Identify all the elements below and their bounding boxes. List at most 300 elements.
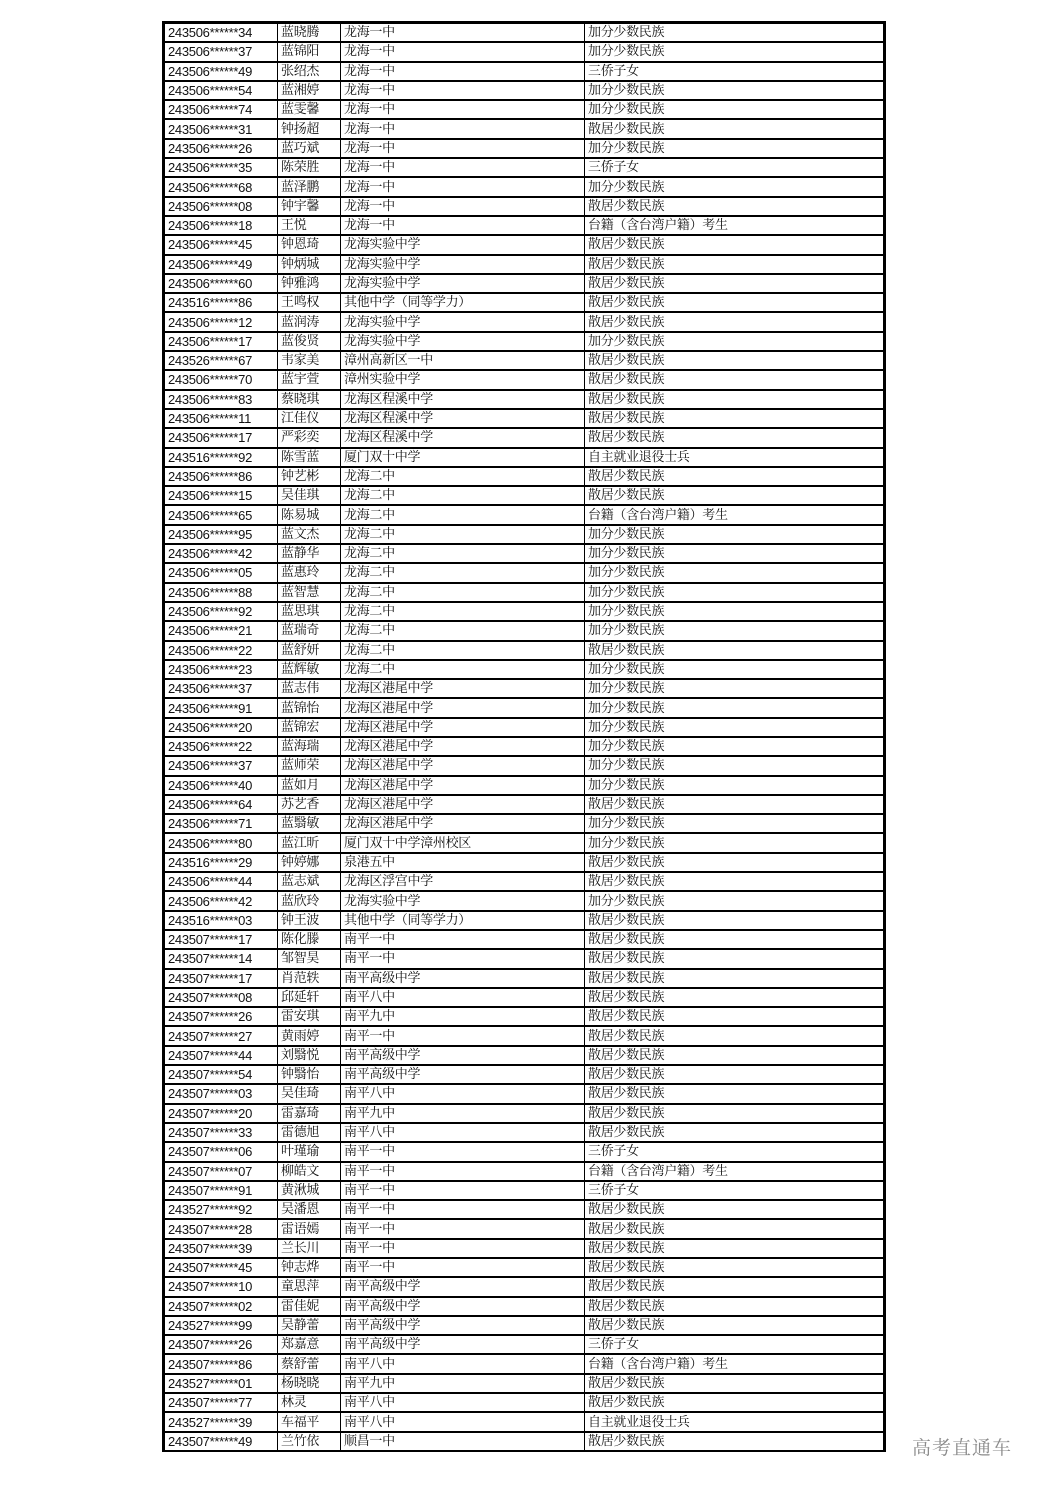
category-cell: 加分少数民族 <box>585 177 884 196</box>
name-cell: 钟婷娜 <box>278 853 341 872</box>
school-cell: 龙海二中 <box>341 467 585 486</box>
name-cell: 钟翳怡 <box>278 1065 341 1084</box>
candidate-id-cell: 243507******02 <box>165 1297 278 1316</box>
school-cell: 南平八中 <box>341 1354 585 1373</box>
candidate-id-cell: 243506******91 <box>165 698 278 717</box>
candidate-id-cell: 243506******60 <box>165 274 278 293</box>
category-cell: 散居少数民族 <box>585 641 884 660</box>
table-row <box>165 602 884 621</box>
table-row <box>165 1239 884 1258</box>
table-row <box>165 428 884 447</box>
category-cell: 加分少数民族 <box>585 621 884 640</box>
category-cell: 加分少数民族 <box>585 525 884 544</box>
table-row <box>165 641 884 660</box>
name-cell: 刘翳悦 <box>278 1046 341 1065</box>
candidate-id-cell: 243507******17 <box>165 930 278 949</box>
school-cell: 龙海实验中学 <box>341 274 585 293</box>
candidate-id-cell: 243526******67 <box>165 351 278 370</box>
table-row <box>165 448 884 467</box>
school-cell: 南平一中 <box>341 1181 585 1200</box>
name-cell: 张绍杰 <box>278 62 341 81</box>
table-row <box>165 62 884 81</box>
candidate-id-cell: 243506******37 <box>165 42 278 61</box>
table-row <box>165 1123 884 1142</box>
name-cell: 雷德旭 <box>278 1123 341 1142</box>
category-cell: 台籍（含台湾户籍）考生 <box>585 1354 884 1373</box>
candidate-id-cell: 243506******40 <box>165 776 278 795</box>
table-row <box>165 1354 884 1373</box>
name-cell: 钟志烨 <box>278 1258 341 1277</box>
category-cell: 加分少数民族 <box>585 737 884 756</box>
name-cell: 韦家美 <box>278 351 341 370</box>
school-cell: 龙海一中 <box>341 197 585 216</box>
category-cell: 加分少数民族 <box>585 756 884 775</box>
name-cell: 蓝雯馨 <box>278 100 341 119</box>
category-cell: 散居少数民族 <box>585 1104 884 1123</box>
category-cell: 散居少数民族 <box>585 988 884 1007</box>
name-cell: 蓝惠玲 <box>278 563 341 582</box>
category-cell: 散居少数民族 <box>585 930 884 949</box>
table-body <box>165 24 884 1450</box>
candidate-id-cell: 243507******26 <box>165 1007 278 1026</box>
candidate-id-cell: 243507******14 <box>165 949 278 968</box>
school-cell: 龙海区程溪中学 <box>341 428 585 447</box>
school-cell: 龙海二中 <box>341 602 585 621</box>
name-cell: 林灵 <box>278 1393 341 1412</box>
table-row <box>165 332 884 351</box>
school-cell: 龙海二中 <box>341 563 585 582</box>
candidate-id-cell: 243506******64 <box>165 795 278 814</box>
candidate-id-cell: 243507******06 <box>165 1142 278 1161</box>
name-cell: 蓝锦阳 <box>278 42 341 61</box>
school-cell: 南平八中 <box>341 1084 585 1103</box>
candidate-id-cell: 243506******74 <box>165 100 278 119</box>
name-cell: 陈化滕 <box>278 930 341 949</box>
table-row <box>165 988 884 1007</box>
candidate-id-cell: 243527******39 <box>165 1412 278 1431</box>
school-cell: 龙海一中 <box>341 62 585 81</box>
category-cell: 散居少数民族 <box>585 969 884 988</box>
candidate-id-cell: 243506******15 <box>165 486 278 505</box>
candidate-id-cell: 243507******91 <box>165 1181 278 1200</box>
school-cell: 龙海区港尾中学 <box>341 756 585 775</box>
category-cell: 散居少数民族 <box>585 1219 884 1238</box>
category-cell: 散居少数民族 <box>585 370 884 389</box>
table-row <box>165 891 884 910</box>
table-row <box>165 1065 884 1084</box>
category-cell: 加分少数民族 <box>585 139 884 158</box>
category-cell: 散居少数民族 <box>585 1123 884 1142</box>
category-cell: 散居少数民族 <box>585 1065 884 1084</box>
name-cell: 黄湫城 <box>278 1181 341 1200</box>
candidate-id-cell: 243506******44 <box>165 872 278 891</box>
name-cell: 蓝锦宏 <box>278 718 341 737</box>
school-cell: 南平一中 <box>341 1200 585 1219</box>
candidate-id-cell: 243506******54 <box>165 81 278 100</box>
name-cell: 叶瑾瑜 <box>278 1142 341 1161</box>
candidate-id-cell: 243506******88 <box>165 583 278 602</box>
candidate-id-cell: 243506******42 <box>165 891 278 910</box>
table-row <box>165 872 884 891</box>
table-row <box>165 177 884 196</box>
candidate-id-cell: 243507******20 <box>165 1104 278 1123</box>
school-cell: 龙海区港尾中学 <box>341 814 585 833</box>
candidate-id-cell: 243506******42 <box>165 544 278 563</box>
category-cell: 加分少数民族 <box>585 24 884 43</box>
candidate-id-cell: 243507******86 <box>165 1354 278 1373</box>
candidate-id-cell: 243506******26 <box>165 139 278 158</box>
school-cell: 南平一中 <box>341 1239 585 1258</box>
school-cell: 南平一中 <box>341 1142 585 1161</box>
candidate-id-cell: 243507******17 <box>165 969 278 988</box>
school-cell: 龙海二中 <box>341 641 585 660</box>
table-row <box>165 274 884 293</box>
candidate-id-cell: 243506******65 <box>165 505 278 524</box>
school-cell: 南平一中 <box>341 1162 585 1181</box>
table-row <box>165 1200 884 1219</box>
table-row <box>165 949 884 968</box>
category-cell: 加分少数民族 <box>585 583 884 602</box>
table-row <box>165 467 884 486</box>
table-row <box>165 216 884 235</box>
name-cell: 黄雨婷 <box>278 1026 341 1045</box>
candidate-id-cell: 243506******18 <box>165 216 278 235</box>
table-row <box>165 505 884 524</box>
name-cell: 钟炳城 <box>278 255 341 274</box>
school-cell: 南平一中 <box>341 1026 585 1045</box>
school-cell: 龙海一中 <box>341 24 585 43</box>
name-cell: 蓝海瑞 <box>278 737 341 756</box>
school-cell: 南平高级中学 <box>341 1065 585 1084</box>
table-row <box>165 312 884 331</box>
name-cell: 蓝师荣 <box>278 756 341 775</box>
table-row <box>165 1181 884 1200</box>
name-cell: 王鸣权 <box>278 293 341 312</box>
candidate-id-cell: 243507******54 <box>165 1065 278 1084</box>
candidate-id-cell: 243506******23 <box>165 660 278 679</box>
table-row <box>165 1046 884 1065</box>
candidate-id-cell: 243506******17 <box>165 332 278 351</box>
school-cell: 南平一中 <box>341 930 585 949</box>
name-cell: 蓝晓腾 <box>278 24 341 43</box>
table-row <box>165 737 884 756</box>
category-cell: 三侨子女 <box>585 1335 884 1354</box>
school-cell: 南平八中 <box>341 1393 585 1412</box>
school-cell: 南平九中 <box>341 1104 585 1123</box>
category-cell: 三侨子女 <box>585 1181 884 1200</box>
table-row <box>165 795 884 814</box>
school-cell: 龙海一中 <box>341 42 585 61</box>
category-cell: 加分少数民族 <box>585 660 884 679</box>
school-cell: 龙海实验中学 <box>341 332 585 351</box>
name-cell: 蓝志斌 <box>278 872 341 891</box>
name-cell: 蓝俊贤 <box>278 332 341 351</box>
candidate-id-cell: 243507******03 <box>165 1084 278 1103</box>
name-cell: 严彩奕 <box>278 428 341 447</box>
name-cell: 吴佳琦 <box>278 1084 341 1103</box>
table-row <box>165 1412 884 1431</box>
school-cell: 龙海区港尾中学 <box>341 795 585 814</box>
candidate-id-cell: 243516******03 <box>165 911 278 930</box>
candidate-id-cell: 243506******20 <box>165 718 278 737</box>
name-cell: 陈雪蓝 <box>278 448 341 467</box>
category-cell: 散居少数民族 <box>585 235 884 254</box>
candidate-id-cell: 243506******11 <box>165 409 278 428</box>
table-row <box>165 1432 884 1450</box>
table-row <box>165 351 884 370</box>
category-cell: 加分少数民族 <box>585 563 884 582</box>
school-cell: 龙海一中 <box>341 100 585 119</box>
name-cell: 郑嘉意 <box>278 1335 341 1354</box>
table-row <box>165 409 884 428</box>
name-cell: 杨晓晓 <box>278 1374 341 1393</box>
category-cell: 台籍（含台湾户籍）考生 <box>585 216 884 235</box>
school-cell: 南平高级中学 <box>341 1277 585 1296</box>
candidate-id-cell: 243507******39 <box>165 1239 278 1258</box>
table-row <box>165 1335 884 1354</box>
name-cell: 邱延轩 <box>278 988 341 1007</box>
name-cell: 肖范轶 <box>278 969 341 988</box>
name-cell: 钟艺彬 <box>278 467 341 486</box>
candidate-id-cell: 243516******29 <box>165 853 278 872</box>
category-cell: 散居少数民族 <box>585 872 884 891</box>
table-row <box>165 833 884 852</box>
school-cell: 龙海二中 <box>341 621 585 640</box>
name-cell: 蓝辉敏 <box>278 660 341 679</box>
table-row <box>165 776 884 795</box>
school-cell: 龙海区港尾中学 <box>341 776 585 795</box>
table-row <box>165 24 884 43</box>
candidate-id-cell: 243506******49 <box>165 255 278 274</box>
school-cell: 南平八中 <box>341 1412 585 1431</box>
name-cell: 蔡晓琪 <box>278 390 341 409</box>
school-cell: 南平高级中学 <box>341 1297 585 1316</box>
name-cell: 童思萍 <box>278 1277 341 1296</box>
category-cell: 散居少数民族 <box>585 486 884 505</box>
category-cell: 散居少数民族 <box>585 293 884 312</box>
school-cell: 南平八中 <box>341 1123 585 1142</box>
table-row <box>165 660 884 679</box>
school-cell: 南平高级中学 <box>341 1046 585 1065</box>
candidate-id-cell: 243527******01 <box>165 1374 278 1393</box>
candidate-id-cell: 243507******49 <box>165 1432 278 1450</box>
table-row <box>165 1277 884 1296</box>
school-cell: 漳州实验中学 <box>341 370 585 389</box>
table-row <box>165 1316 884 1335</box>
category-cell: 散居少数民族 <box>585 1316 884 1335</box>
table-row <box>165 486 884 505</box>
category-cell: 加分少数民族 <box>585 679 884 698</box>
school-cell: 龙海区港尾中学 <box>341 679 585 698</box>
name-cell: 蓝思琪 <box>278 602 341 621</box>
category-cell: 散居少数民族 <box>585 911 884 930</box>
school-cell: 龙海一中 <box>341 139 585 158</box>
candidate-id-cell: 243516******86 <box>165 293 278 312</box>
school-cell: 泉港五中 <box>341 853 585 872</box>
candidate-id-cell: 243506******12 <box>165 312 278 331</box>
table-row <box>165 583 884 602</box>
candidate-id-cell: 243506******35 <box>165 158 278 177</box>
candidate-id-cell: 243507******26 <box>165 1335 278 1354</box>
table-row <box>165 544 884 563</box>
category-cell: 散居少数民族 <box>585 119 884 138</box>
school-cell: 龙海实验中学 <box>341 312 585 331</box>
candidate-table <box>162 21 886 1452</box>
school-cell: 龙海一中 <box>341 177 585 196</box>
school-cell: 龙海一中 <box>341 216 585 235</box>
candidate-id-cell: 243506******08 <box>165 197 278 216</box>
category-cell: 散居少数民族 <box>585 1007 884 1026</box>
name-cell: 雷嘉琦 <box>278 1104 341 1123</box>
category-cell: 散居少数民族 <box>585 1393 884 1412</box>
school-cell: 南平九中 <box>341 1374 585 1393</box>
name-cell: 钟恩琦 <box>278 235 341 254</box>
category-cell: 散居少数民族 <box>585 1432 884 1450</box>
candidate-id-cell: 243507******45 <box>165 1258 278 1277</box>
table-row <box>165 1393 884 1412</box>
school-cell: 南平八中 <box>341 988 585 1007</box>
candidate-id-cell: 243516******92 <box>165 448 278 467</box>
school-cell: 龙海实验中学 <box>341 891 585 910</box>
name-cell: 苏艺香 <box>278 795 341 814</box>
category-cell: 散居少数民族 <box>585 1277 884 1296</box>
category-cell: 台籍（含台湾户籍）考生 <box>585 1162 884 1181</box>
table-row <box>165 1026 884 1045</box>
name-cell: 江佳仪 <box>278 409 341 428</box>
table-row <box>165 293 884 312</box>
category-cell: 加分少数民族 <box>585 814 884 833</box>
candidate-id-cell: 243506******68 <box>165 177 278 196</box>
category-cell: 散居少数民族 <box>585 1200 884 1219</box>
candidate-id-cell: 243507******10 <box>165 1277 278 1296</box>
candidate-id-cell: 243506******95 <box>165 525 278 544</box>
school-cell: 龙海实验中学 <box>341 255 585 274</box>
school-cell: 南平一中 <box>341 1219 585 1238</box>
name-cell: 蔡舒蕾 <box>278 1354 341 1373</box>
category-cell: 加分少数民族 <box>585 100 884 119</box>
table-row <box>165 139 884 158</box>
category-cell: 散居少数民族 <box>585 949 884 968</box>
candidate-id-cell: 243506******86 <box>165 467 278 486</box>
name-cell: 陈荣胜 <box>278 158 341 177</box>
table-row <box>165 969 884 988</box>
table-row <box>165 1104 884 1123</box>
candidate-id-cell: 243507******08 <box>165 988 278 1007</box>
name-cell: 蓝瑞奇 <box>278 621 341 640</box>
name-cell: 蓝文杰 <box>278 525 341 544</box>
candidate-id-cell: 243506******37 <box>165 756 278 775</box>
school-cell: 龙海区港尾中学 <box>341 737 585 756</box>
name-cell: 钟王波 <box>278 911 341 930</box>
school-cell: 龙海二中 <box>341 583 585 602</box>
table-row <box>165 100 884 119</box>
school-cell: 其他中学（同等学力） <box>341 911 585 930</box>
school-cell: 南平高级中学 <box>341 1335 585 1354</box>
category-cell: 散居少数民族 <box>585 853 884 872</box>
school-cell: 龙海二中 <box>341 660 585 679</box>
category-cell: 散居少数民族 <box>585 1374 884 1393</box>
school-cell: 其他中学（同等学力） <box>341 293 585 312</box>
name-cell: 蓝智慧 <box>278 583 341 602</box>
table-row <box>165 1084 884 1103</box>
table-row <box>165 1142 884 1161</box>
table-row <box>165 197 884 216</box>
table-row <box>165 1219 884 1238</box>
school-cell: 龙海二中 <box>341 505 585 524</box>
table-row <box>165 1162 884 1181</box>
school-cell: 厦门双十中学 <box>341 448 585 467</box>
table-row <box>165 679 884 698</box>
candidate-id-cell: 243506******34 <box>165 24 278 43</box>
table-row <box>165 930 884 949</box>
candidate-id-cell: 243506******70 <box>165 370 278 389</box>
candidate-id-cell: 243506******21 <box>165 621 278 640</box>
candidate-id-cell: 243506******22 <box>165 641 278 660</box>
category-cell: 加分少数民族 <box>585 698 884 717</box>
school-cell: 南平高级中学 <box>341 969 585 988</box>
school-cell: 龙海区港尾中学 <box>341 718 585 737</box>
name-cell: 钟宇馨 <box>278 197 341 216</box>
table-row <box>165 525 884 544</box>
name-cell: 蓝润涛 <box>278 312 341 331</box>
name-cell: 蓝宇萱 <box>278 370 341 389</box>
name-cell: 蓝江昕 <box>278 833 341 852</box>
category-cell: 散居少数民族 <box>585 409 884 428</box>
category-cell: 加分少数民族 <box>585 81 884 100</box>
candidate-id-cell: 243507******33 <box>165 1123 278 1142</box>
name-cell: 吴佳琪 <box>278 486 341 505</box>
category-cell: 台籍（含台湾户籍）考生 <box>585 505 884 524</box>
name-cell: 柳皓文 <box>278 1162 341 1181</box>
candidate-id-cell: 243506******22 <box>165 737 278 756</box>
candidate-id-cell: 243507******28 <box>165 1219 278 1238</box>
table-row <box>165 370 884 389</box>
name-cell: 雷安琪 <box>278 1007 341 1026</box>
candidate-id-cell: 243506******37 <box>165 679 278 698</box>
name-cell: 陈易城 <box>278 505 341 524</box>
table-row <box>165 255 884 274</box>
category-cell: 散居少数民族 <box>585 1084 884 1103</box>
school-cell: 龙海二中 <box>341 486 585 505</box>
category-cell: 加分少数民族 <box>585 776 884 795</box>
category-cell: 散居少数民族 <box>585 1046 884 1065</box>
category-cell: 散居少数民族 <box>585 255 884 274</box>
school-cell: 厦门双十中学漳州校区 <box>341 833 585 852</box>
category-cell: 自主就业退役士兵 <box>585 448 884 467</box>
table-row <box>165 390 884 409</box>
name-cell: 雷语嫣 <box>278 1219 341 1238</box>
category-cell: 加分少数民族 <box>585 544 884 563</box>
candidate-id-cell: 243527******92 <box>165 1200 278 1219</box>
table-row <box>165 1374 884 1393</box>
school-cell: 龙海实验中学 <box>341 235 585 254</box>
table-row <box>165 718 884 737</box>
school-cell: 龙海区港尾中学 <box>341 698 585 717</box>
name-cell: 钟雅鸿 <box>278 274 341 293</box>
table-row <box>165 621 884 640</box>
school-cell: 龙海区程溪中学 <box>341 409 585 428</box>
name-cell: 吴潘恩 <box>278 1200 341 1219</box>
school-cell: 龙海一中 <box>341 81 585 100</box>
name-cell: 蓝锦怡 <box>278 698 341 717</box>
name-cell: 蓝翳敏 <box>278 814 341 833</box>
category-cell: 散居少数民族 <box>585 390 884 409</box>
table-row <box>165 1297 884 1316</box>
table-row <box>165 1258 884 1277</box>
school-cell: 南平一中 <box>341 1258 585 1277</box>
candidate-id-cell: 243506******83 <box>165 390 278 409</box>
school-cell: 漳州高新区一中 <box>341 351 585 370</box>
